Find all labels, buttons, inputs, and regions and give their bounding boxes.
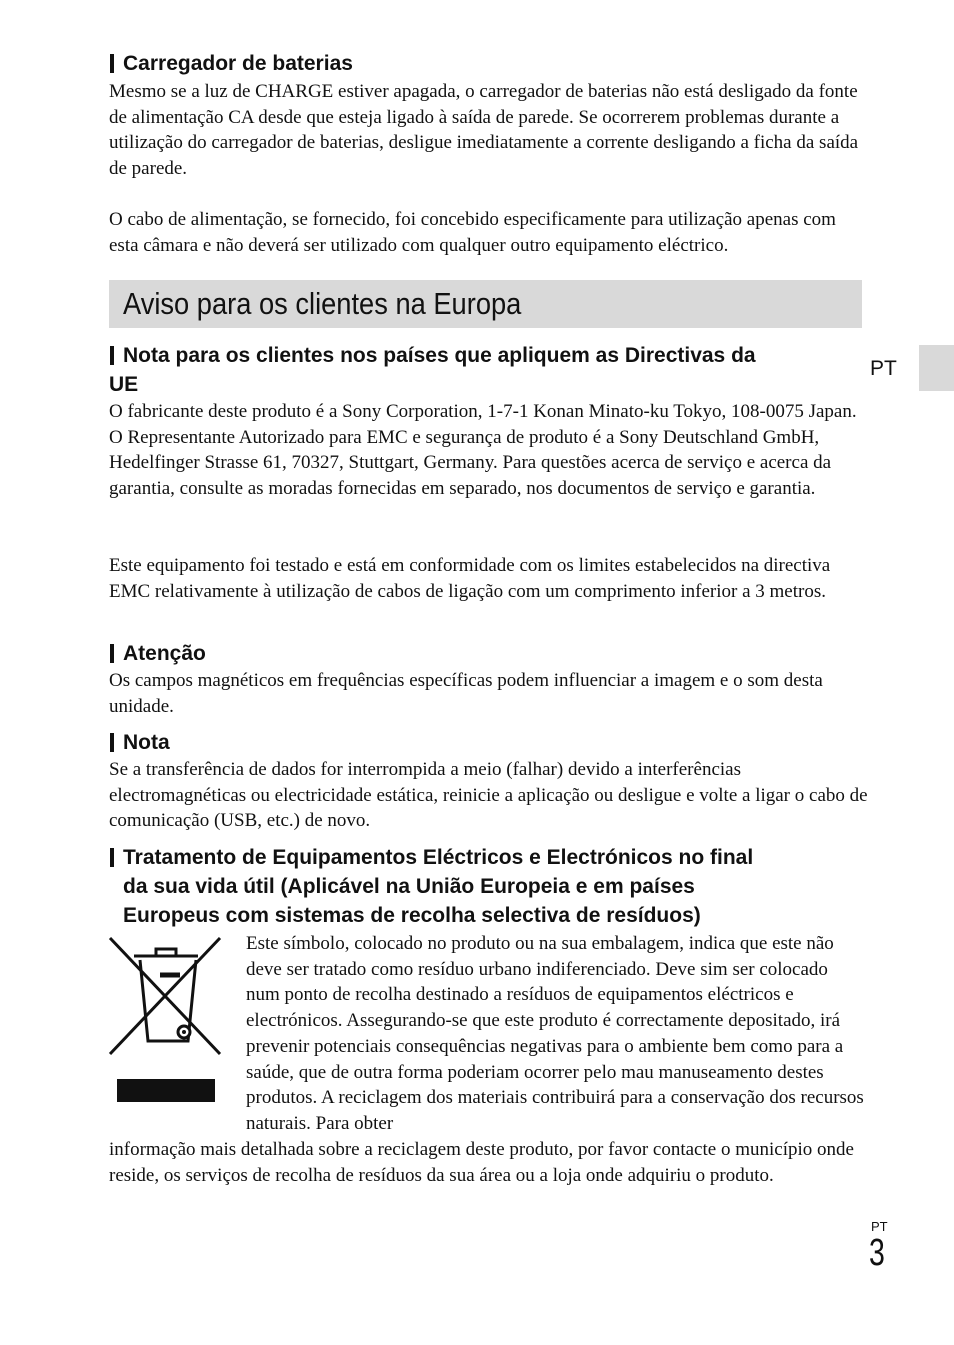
charger-paragraph-2: O cabo de alimentação, se fornecido, foi concebido especificamente para utilização apenas com esta câmara e não deverá ser utilizado com qualquer outro equipamento eléctrico. (109, 209, 836, 256)
charger-paragraph-1: Mesmo se a luz de CHARGE estiver apagada, o carregador de baterias não está desligado da fonte de alimentação CA desde que esteja ligado à saída de parede. Se ocorrerem problemas durante a utilização do carregador de baterias, desligue imediatamente a corrente desligando a ficha da saída de parede. (109, 81, 859, 180)
page-number: 3 (869, 1232, 885, 1274)
note-paragraph: Se a transferência de dados for interrompida a meio (falhar) devido a interferências electromagnéticas ou electricidade estática, reinicie a aplicação ou desligue e volte a ligar o cabo de comunicação (USB, etc.) de novo. (109, 759, 868, 832)
language-side-label: PT (870, 357, 897, 380)
note-heading-text: Nota (123, 731, 170, 754)
charger-heading (109, 49, 869, 78)
page-language-label: PT (871, 1219, 888, 1234)
eu-heading-line-2: UE (109, 373, 139, 396)
heading-bar (110, 54, 114, 73)
charger-heading-text: Carregador de baterias (123, 52, 353, 75)
eu-directives-heading (109, 341, 869, 399)
section-banner (109, 280, 862, 328)
attention-heading (109, 639, 869, 668)
weee-heading-line-3: Europeus com sistemas de recolha selectiva de resíduos) (123, 904, 701, 927)
heading-bar (110, 733, 114, 752)
weee-paragraph-beside-icon: Este símbolo, colocado no produto ou na sua embalagem, indica que este não deve ser tratado como resíduo urbano indiferenciado. Deve sim ser colocado num ponto de recolha destinado a resíduos de equipamentos eléctricos e electrónicos. Assegurando-se que este produto é correctamente depositado, irá prevenir potenciais consequências negativas para o ambiente bem como para a saúde, que de outra forma poderiam ocorrer pelo mau manuseamento destes produtos. A reciclagem dos materiais contribuirá para a conservação dos recursos naturais. Para obter (246, 933, 864, 1134)
attention-paragraph: Os campos magnéticos em frequências específicas podem influenciar a imagem e o som desta unidade. (109, 670, 823, 717)
crossed-out-wheeled-bin-icon (108, 936, 224, 1108)
eu-heading-line-1: Nota para os clientes nos países que apliquem as Directivas da (123, 344, 756, 367)
heading-bar (110, 346, 114, 365)
weee-heading-line-2: da sua vida útil (Aplicável na União Europeia e em países (123, 875, 695, 898)
weee-paragraph-continued: informação mais detalhada sobre a reciclagem deste produto, por favor contacte o município onde reside, os serviços de recolha de resíduos da sua área ou a loja onde adquiriu o produto. (109, 1139, 854, 1186)
weee-heading (109, 843, 869, 930)
eu-paragraph-2: Este equipamento foi testado e está em conformidade com os limites estabelecidos na directiva EMC relativamente à utilização de cabos de ligação com um comprimento inferior a 3 metros. (109, 555, 831, 602)
attention-heading-text: Atenção (123, 642, 206, 665)
eu-paragraph-1: O fabricante deste produto é a Sony Corporation, 1-7-1 Konan Minato-ku Tokyo, 108-0075 Japan. O Representante Autorizado para EMC e segurança de produto é a Sony Deutschland GmbH, Hedelfinger Strasse 61, 70327, Stuttgart, Germany. Para questões acerca de serviço e acerca da garantia, consulte as moradas fornecidas em separado, nos documentos de serviço e garantia. (109, 401, 857, 500)
weee-heading-line-1: Tratamento de Equipamentos Eléctricos e Electrónicos no final (123, 846, 754, 869)
heading-bar (110, 644, 114, 663)
language-side-tab (919, 345, 954, 391)
note-heading (109, 728, 869, 757)
heading-bar (110, 848, 114, 867)
banner-title: Aviso para os clientes na Europa (123, 286, 522, 321)
